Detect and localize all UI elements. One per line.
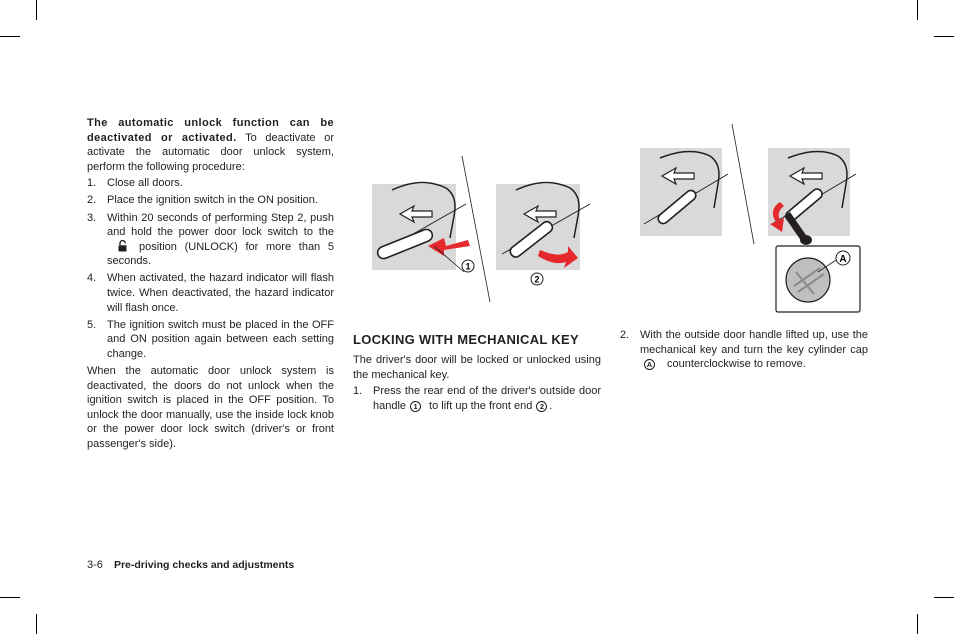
section-heading: LOCKING WITH MECHANICAL KEY — [353, 332, 579, 347]
key-cylinder-cap — [786, 258, 830, 302]
list-item: 1. Press the rear end of the driver's outside door handle 1 to lift up the front end 2 . — [353, 385, 601, 412]
list-item: 4. When activated, the hazard indicator will flash twice. When deactivated, the hazard indicator will flash once. — [87, 272, 334, 314]
list-item: 3. Within 20 seconds of performing Step 2, push and hold the power door lock switch to theposition (UNLOCK) for more than 5 seconds. — [87, 211, 334, 268]
unlock-padlock-icon — [117, 240, 129, 252]
footer-section-title: Pre-driving checks and adjustments — [113, 559, 295, 571]
procedure-list — [87, 176, 334, 361]
callout-1-label: 1 — [465, 261, 471, 272]
callout-A-label: A — [839, 254, 847, 265]
procedure-list — [353, 384, 601, 413]
page-footer — [87, 558, 294, 573]
crop-mark — [934, 597, 954, 598]
list-item: 2. With the outside door handle lifted up, use the mechanical key and turn the key cylinder capA counterclockwise to remove. — [620, 329, 868, 371]
crop-mark — [917, 614, 918, 634]
intro-paragraph — [87, 116, 334, 174]
list-item: 2. Place the ignition switch in the ON position. — [87, 194, 318, 207]
key-head — [800, 235, 812, 245]
callout-1-marker: 1 — [410, 401, 421, 412]
door-handle-illustration — [362, 126, 602, 302]
list-item: 1. Close all doors. — [87, 177, 183, 190]
door-panel-left — [640, 148, 722, 236]
column-mechanical-key — [353, 332, 601, 416]
intro-bold-text: The automatic unlock function can be deactivated or activated. — [87, 117, 334, 144]
key-cylinder-illustration — [630, 118, 864, 316]
callout-2-marker: 2 — [536, 401, 547, 412]
crop-mark — [36, 614, 37, 634]
figure-divider — [732, 124, 754, 244]
list-item: 5. The ignition switch must be placed in the OFF and ON position again between each setting change. — [87, 318, 334, 360]
crop-mark — [917, 0, 918, 20]
intro-text: To deactivate or activate the automatic door unlock system, perform the following procedure: — [87, 131, 335, 173]
figure-divider — [462, 156, 490, 302]
closing-paragraph: When the automatic door unlock system is deactivated, the doors do not unlock when the ignition switch is placed in the OFF position. To unlock the door manually, use the inside lock knob or the power door lock switch (driver's or front passenger's side). — [87, 365, 334, 450]
page-number: 3-6 — [87, 559, 103, 571]
crop-mark — [0, 597, 20, 598]
section-intro: The driver's door will be locked or unlocked using the mechanical key. — [353, 354, 601, 381]
procedure-list — [620, 328, 868, 372]
crop-mark — [0, 36, 20, 37]
callout-A-marker: A — [644, 359, 655, 370]
column-key-cylinder — [620, 328, 868, 374]
column-automatic-unlock — [87, 116, 334, 454]
crop-mark — [934, 36, 954, 37]
callout-2-label: 2 — [534, 274, 540, 285]
crop-mark — [36, 0, 37, 20]
